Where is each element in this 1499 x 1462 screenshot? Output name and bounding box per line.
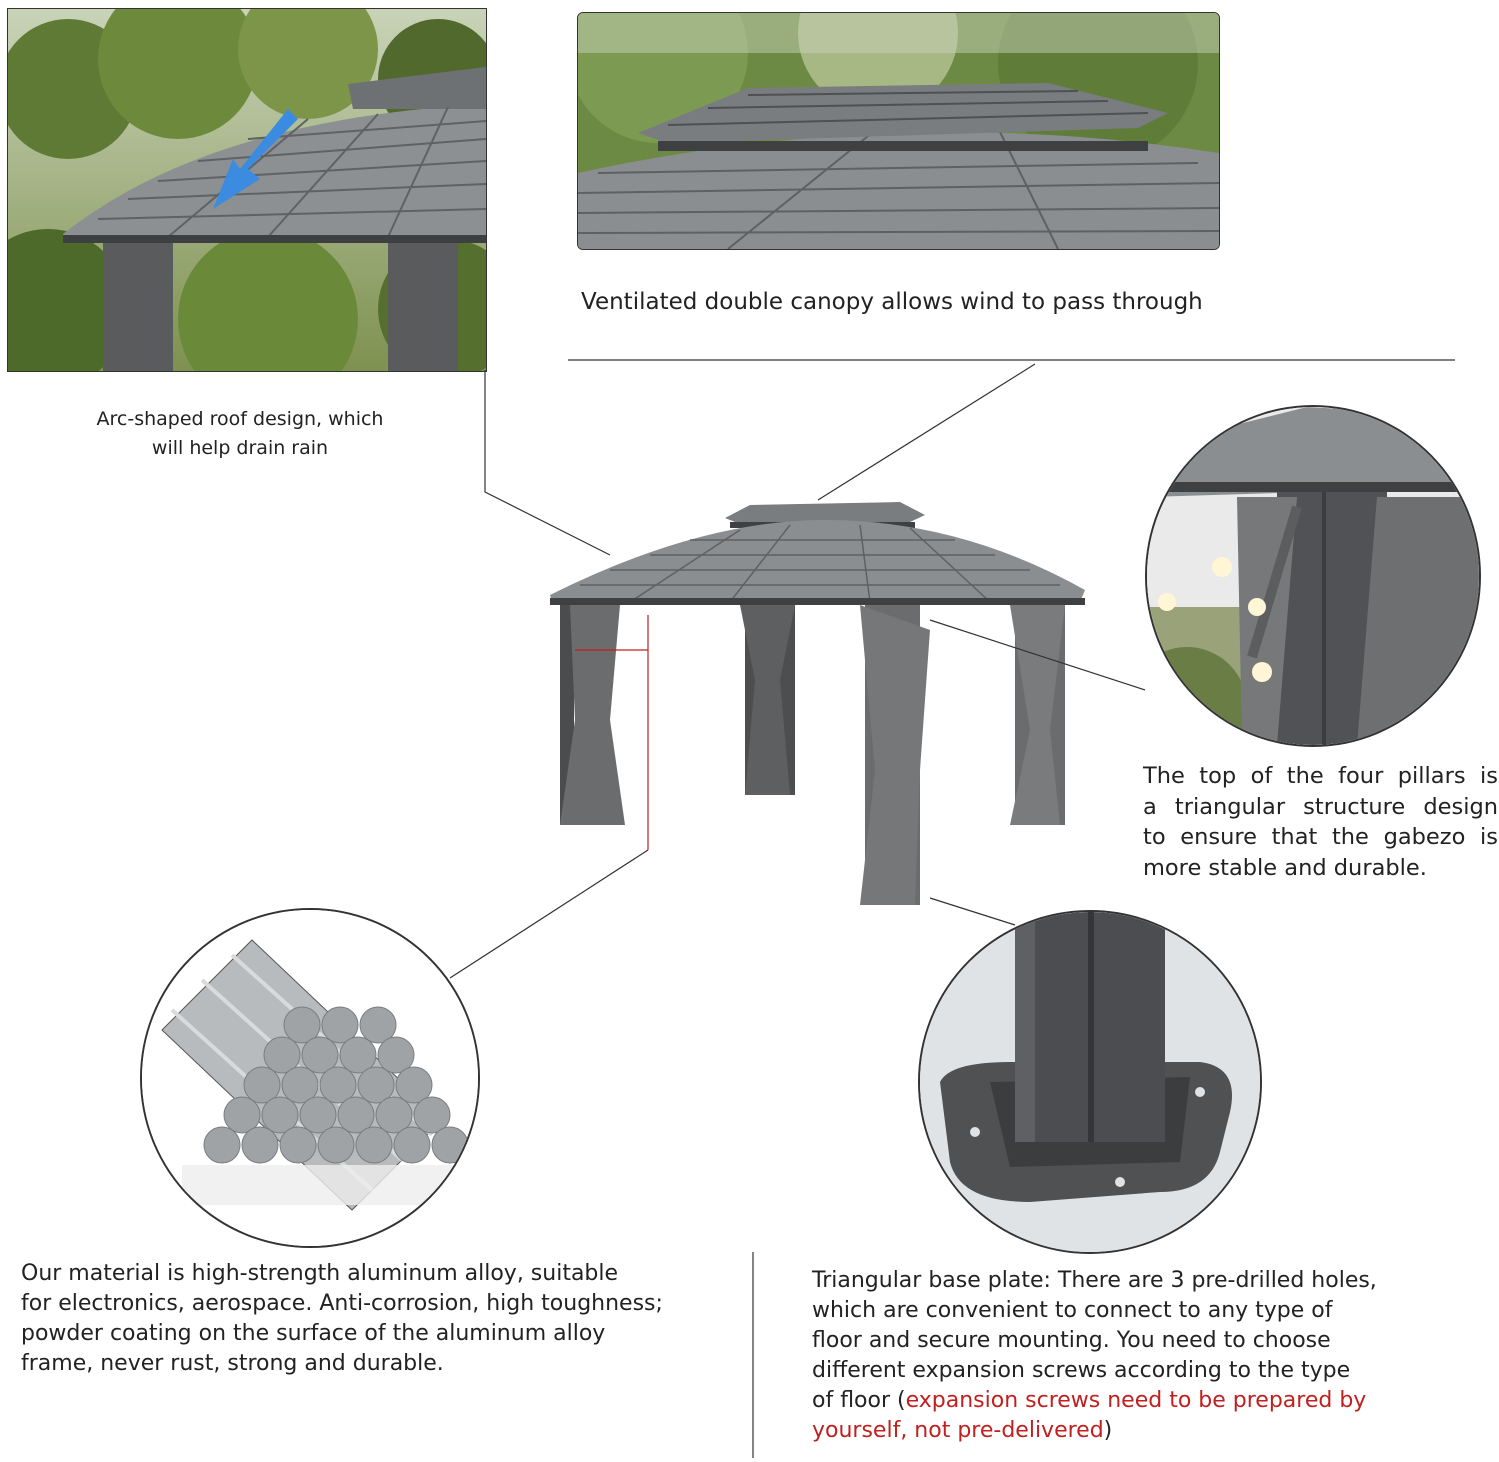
arc-roof-caption-line1: Arc-shaped roof design, which [96, 408, 384, 430]
material-caption-line1: Our material is high-strength aluminum alloy, suitable [21, 1261, 619, 1286]
base-plate-caption-line6-red: yourself, not pre-delivered [812, 1418, 1104, 1443]
base-plate-caption-line5-red: expansion screws need to be prepared by [905, 1388, 1367, 1413]
base-plate-caption-line2: which are convenient to connect to any type of [812, 1298, 1333, 1323]
base-plate-caption-line5 [812, 1386, 1492, 1416]
base-plate-caption-line4: different expansion screws according to the type [812, 1358, 1351, 1383]
pillars-caption-line2: a triangular structure design [1143, 793, 1498, 820]
base-plate-caption-line1: Triangular base plate: There are 3 pre-drilled holes, [812, 1268, 1377, 1293]
base-plate-caption-line6 [812, 1416, 1492, 1446]
material-caption-line2: for electronics, aerospace. Anti-corrosion, high toughness; [21, 1291, 663, 1316]
base-plate-photo [918, 910, 1262, 1254]
ventilated-caption: Ventilated double canopy allows wind to pass through [581, 289, 1203, 315]
pillars-caption-line3: to ensure that the gabezo is [1143, 824, 1498, 850]
pillars-caption [1143, 761, 1498, 883]
pillars-caption-line1: The top of the four pillars is [1143, 763, 1498, 789]
material-caption-line3: powder coating on the surface of the aluminum alloy [21, 1321, 606, 1346]
pillar-top-photo [1145, 405, 1481, 747]
pillars-caption-line4: more stable and durable. [1143, 854, 1427, 881]
material-caption [21, 1259, 741, 1379]
base-plate-caption [812, 1266, 1492, 1446]
aluminum-rods-photo [140, 908, 480, 1248]
arc-roof-caption-line2: will help drain rain [151, 437, 329, 459]
base-plate-caption-line5-prefix: of floor ( [812, 1388, 906, 1413]
base-plate-caption-line3: floor and secure mounting. You need to choose [812, 1328, 1331, 1353]
material-caption-line4: frame, never rust, strong and durable. [21, 1351, 444, 1376]
base-plate-caption-line6-suffix: ) [1103, 1418, 1113, 1443]
